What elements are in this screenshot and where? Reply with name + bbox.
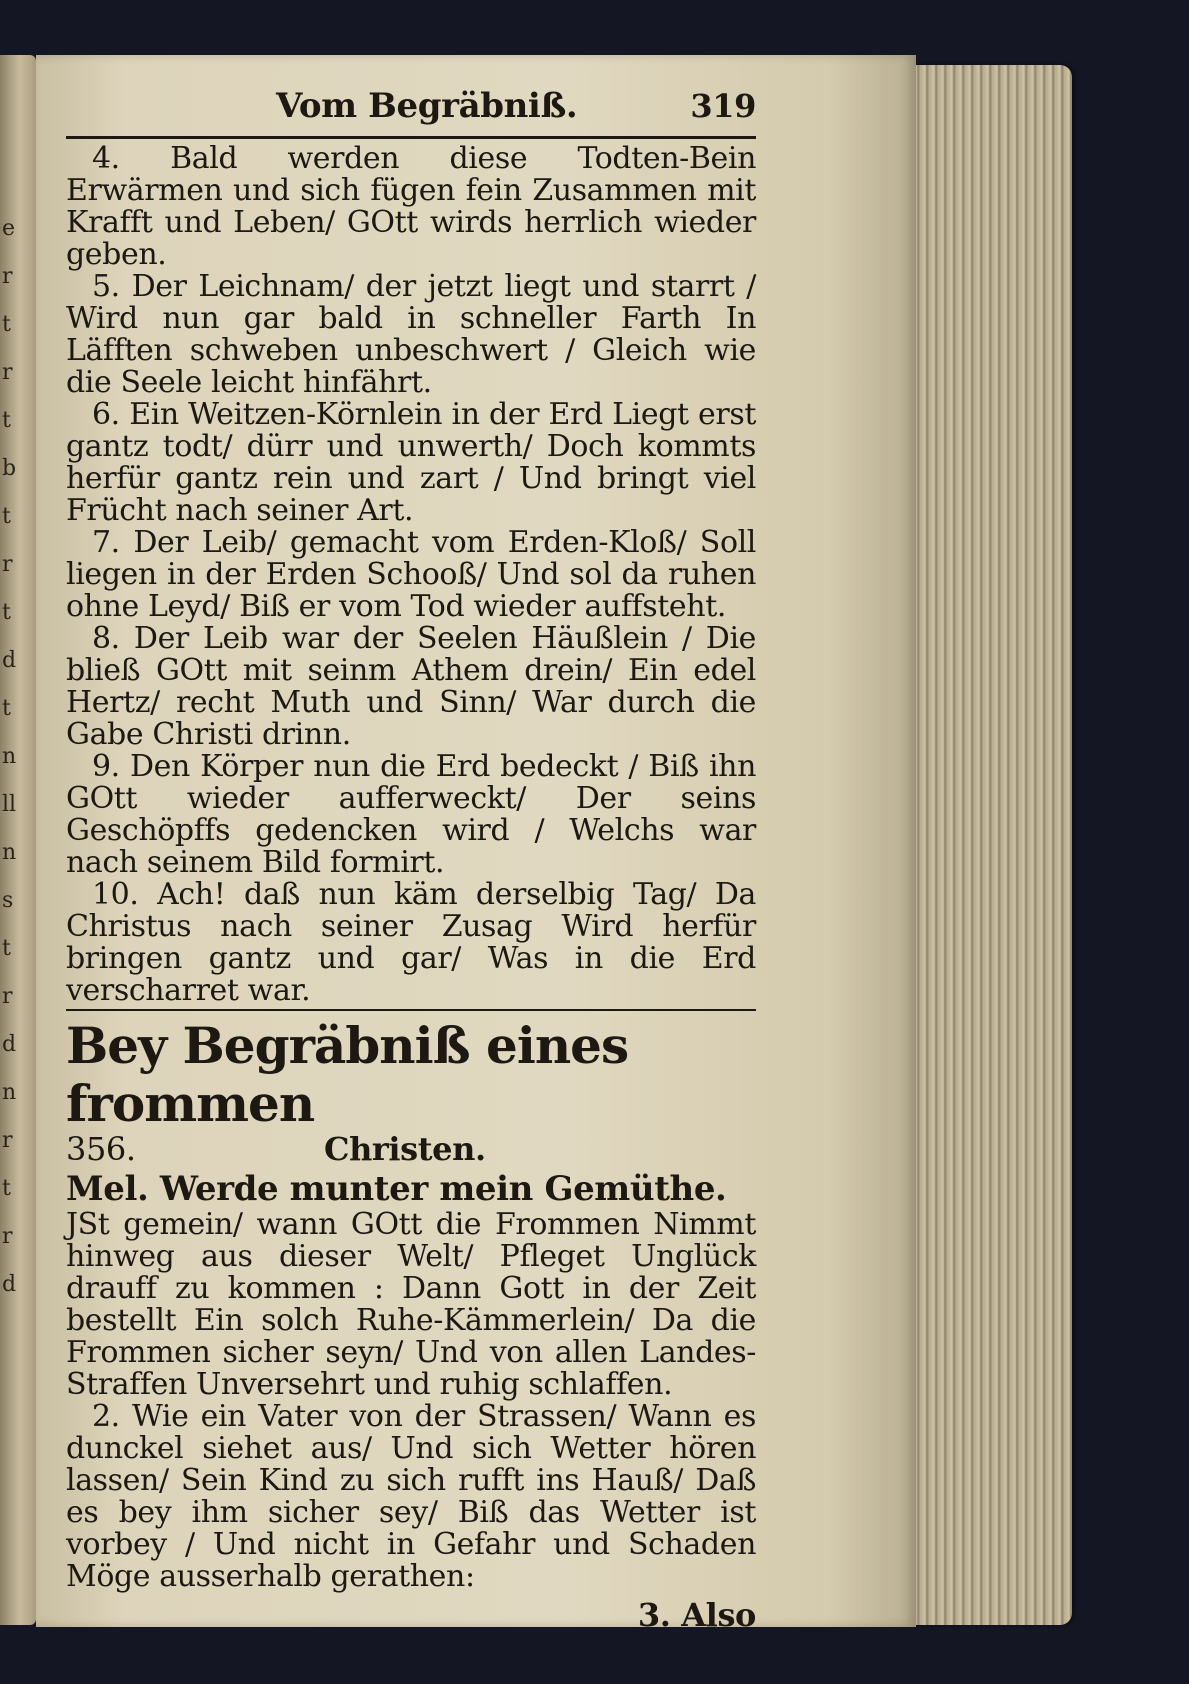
- stanza: 9. Den Körper nun die Erd bedeckt / Biß ihn GOtt wieder aufferweckt/ Der seins Geschöpffs gedencken wird / Welchs war nach seinem Bild formirt.: [66, 749, 756, 880]
- previous-page-edge: [0, 55, 36, 1625]
- previous-page-fragment: r: [2, 552, 13, 577]
- previous-page-fragments: [2, 205, 34, 1309]
- previous-page-fragment: t: [2, 312, 11, 337]
- previous-page-fragment: r: [2, 984, 13, 1009]
- stanza: 6. Ein Weitzen-Körnlein in der Erd Liegt erst gantz todt/ dürr und unwerth/ Doch kommts herfür gantz rein und zart / Und bringt viel Frücht nach seiner Art.: [66, 397, 756, 528]
- previous-page-fragment: e: [2, 216, 16, 241]
- stanza: 4. Bald werden diese Todten-Bein Erwärmen und sich fügen fein Zusammen mit Krafft und Leben/ GOtt wirds herrlich wieder geben.: [66, 141, 756, 272]
- page-text: [66, 80, 756, 1634]
- page-edges: [912, 65, 1072, 1625]
- stanza: 10. Ach! daß nun käm derselbig Tag/ Da Christus nach seiner Zusag Wird herfür bringen gantz und gar/ Was in die Erd verscharret war.: [66, 877, 756, 1008]
- previous-page-fragment: r: [2, 264, 13, 289]
- section-rule: [66, 1009, 756, 1011]
- previous-page-fragment: t: [2, 1176, 11, 1201]
- running-title: Vom Begräbniß.: [276, 86, 578, 126]
- previous-page-fragment: r: [2, 1224, 13, 1249]
- previous-page-fragment: d: [2, 648, 17, 673]
- stanza: JSt gemein/ wann GOtt die Frommen Nimmt hinweg aus dieser Welt/ Pfleget Unglück drauff zu kommen : Dann Gott in der Zeit bestellt Ein solch Ruhe-Kämmerlein/ Da die Frommen sicher seyn/ Und von allen Landes-Straffen Unversehrt und ruhig schlaffen.: [66, 1207, 756, 1402]
- header-rule: [66, 136, 756, 139]
- page-number: 319: [690, 87, 756, 125]
- page-header: [66, 80, 756, 136]
- stanza: 2. Wie ein Vater von der Strassen/ Wann es dunckel siehet aus/ Und sich Wetter hören lassen/ Sein Kind zu sich rufft ins Hauß/ Daß es bey ihm sicher sey/ Biß das Wetter ist vorbey / Und nicht in Gefahr und Schaden Möge ausserhalb gerathen:: [66, 1399, 756, 1594]
- melody-line: Mel. Werde munter mein Gemüthe.: [66, 1169, 727, 1209]
- stanza: 7. Der Leib/ gemacht vom Erden-Kloß/ Soll liegen in der Erden Schooß/ Und sol da ruhen ohne Leyd/ Biß er vom Tod wieder auffsteht.: [66, 525, 756, 624]
- previous-page-fragment: r: [2, 1128, 13, 1153]
- hymn-heading: Bey Begräbniß eines frommen: [66, 1016, 629, 1133]
- stanza: 5. Der Leichnam/ der jetzt liegt und starrt / Wird nun gar bald in schneller Farth In Läfften schweben unbeschwert / Gleich wie die Seele leicht hinfährt.: [66, 269, 756, 400]
- previous-page-fragment: b: [2, 456, 17, 481]
- previous-page-fragment: t: [2, 408, 11, 433]
- previous-page-fragment: n: [2, 1080, 17, 1105]
- previous-page-fragment: s: [2, 888, 14, 913]
- previous-page-fragment: ll: [2, 792, 17, 817]
- hymn-subheading: Christen.: [324, 1130, 486, 1168]
- hymn-subheading-row: [66, 1130, 756, 1169]
- previous-page-fragment: t: [2, 504, 11, 529]
- previous-page-fragment: n: [2, 840, 17, 865]
- stanza-list-hymn: [66, 1209, 756, 1593]
- previous-page-fragment: r: [2, 360, 13, 385]
- previous-page-fragment: t: [2, 696, 11, 721]
- stanza: 8. Der Leib war der Seelen Häußlein / Die bließ GOtt mit seinm Athem drein/ Ein edel Hertz/ recht Muth und Sinn/ War durch die Gabe Christi drinn.: [66, 621, 756, 752]
- previous-page-fragment: n: [2, 744, 17, 769]
- catchword: 3. Also: [637, 1596, 756, 1634]
- previous-page-fragment: d: [2, 1032, 17, 1057]
- stanza-list-top: [66, 143, 756, 1007]
- previous-page-fragment: t: [2, 600, 11, 625]
- previous-page-fragment: t: [2, 936, 11, 961]
- hymn-number: 356.: [66, 1130, 136, 1168]
- previous-page-fragment: d: [2, 1272, 17, 1297]
